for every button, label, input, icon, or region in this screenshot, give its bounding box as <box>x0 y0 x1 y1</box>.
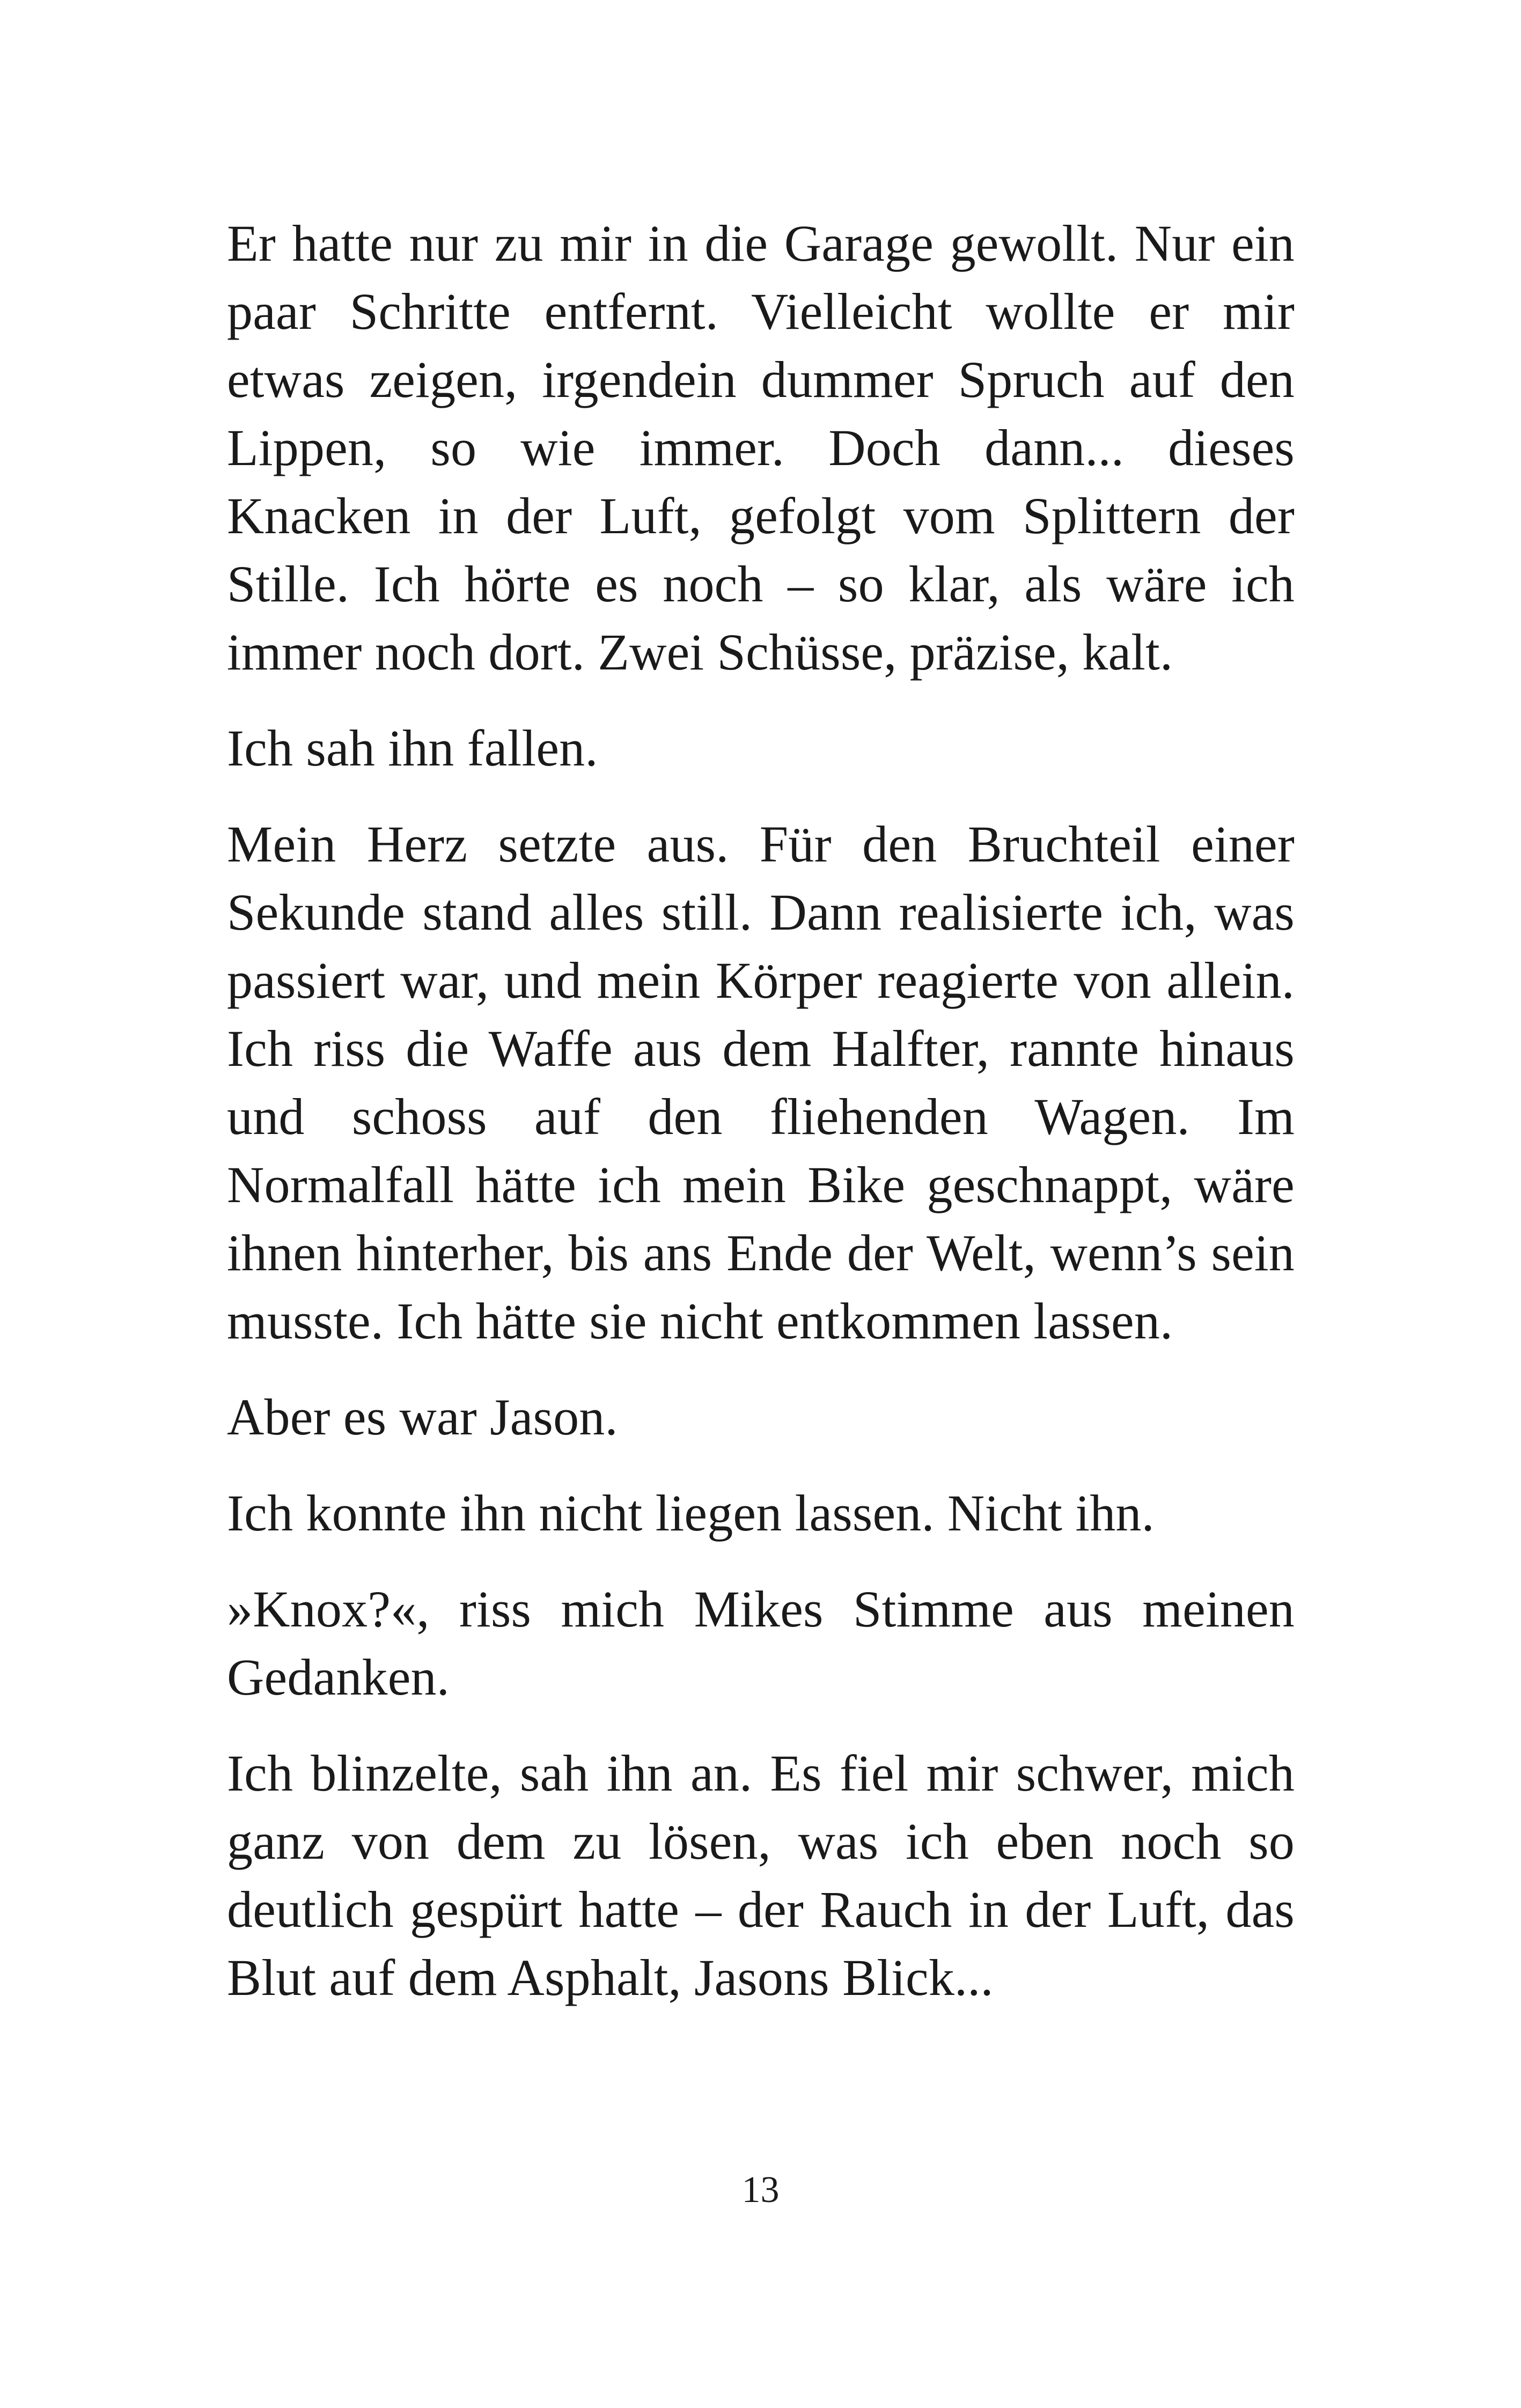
paragraph-5: Ich konnte ihn nicht liegen lassen. Nicht ihn. <box>227 1484 1155 1542</box>
page-number: 13 <box>741 2169 780 2211</box>
body-text <box>227 209 1295 2039</box>
paragraph-2: Ich sah ihn fallen. <box>227 719 598 777</box>
paragraph-3: Mein Herz setzte aus. Für den Bruchteil einer Sekunde stand alles still. Dann realisierte ich, was passiert war, und mein Körper reagierte von allein. Ich riss die Waffe aus dem Halfter, rannte hinaus und schoss auf den fliehenden Wagen. Im Normalfall hätte ich mein Bike geschnappt, wäre ihnen hinterher, bis ans Ende der Welt, wenn’s sein musste. Ich hätte sie nicht entkommen lassen. <box>227 815 1295 1350</box>
paragraph-6: »Knox?«, riss mich Mikes Stimme aus meinen Gedanken. <box>227 1580 1295 1706</box>
paragraph-7: Ich blinzelte, sah ihn an. Es fiel mir schwer, mich ganz von dem zu lösen, was ich eben noch so deutlich gespürt hatte – der Rauch in der Luft, das Blut auf dem Asphalt, Jasons Blick... <box>227 1744 1295 2006</box>
paragraph-1: Er hatte nur zu mir in die Garage gewollt. Nur ein paar Schritte entfernt. Vielleicht wollte er mir etwas zeigen, irgendein dummer Spruch auf den Lippen, so wie immer. Doch dann... dieses Knacken in der Luft, gefolgt vom Splittern der Stille. Ich hörte es noch – so klar, als wäre ich immer noch dort. Zwei Schüsse, präzise, kalt. <box>227 215 1295 681</box>
paragraph-4: Aber es war Jason. <box>227 1388 618 1446</box>
